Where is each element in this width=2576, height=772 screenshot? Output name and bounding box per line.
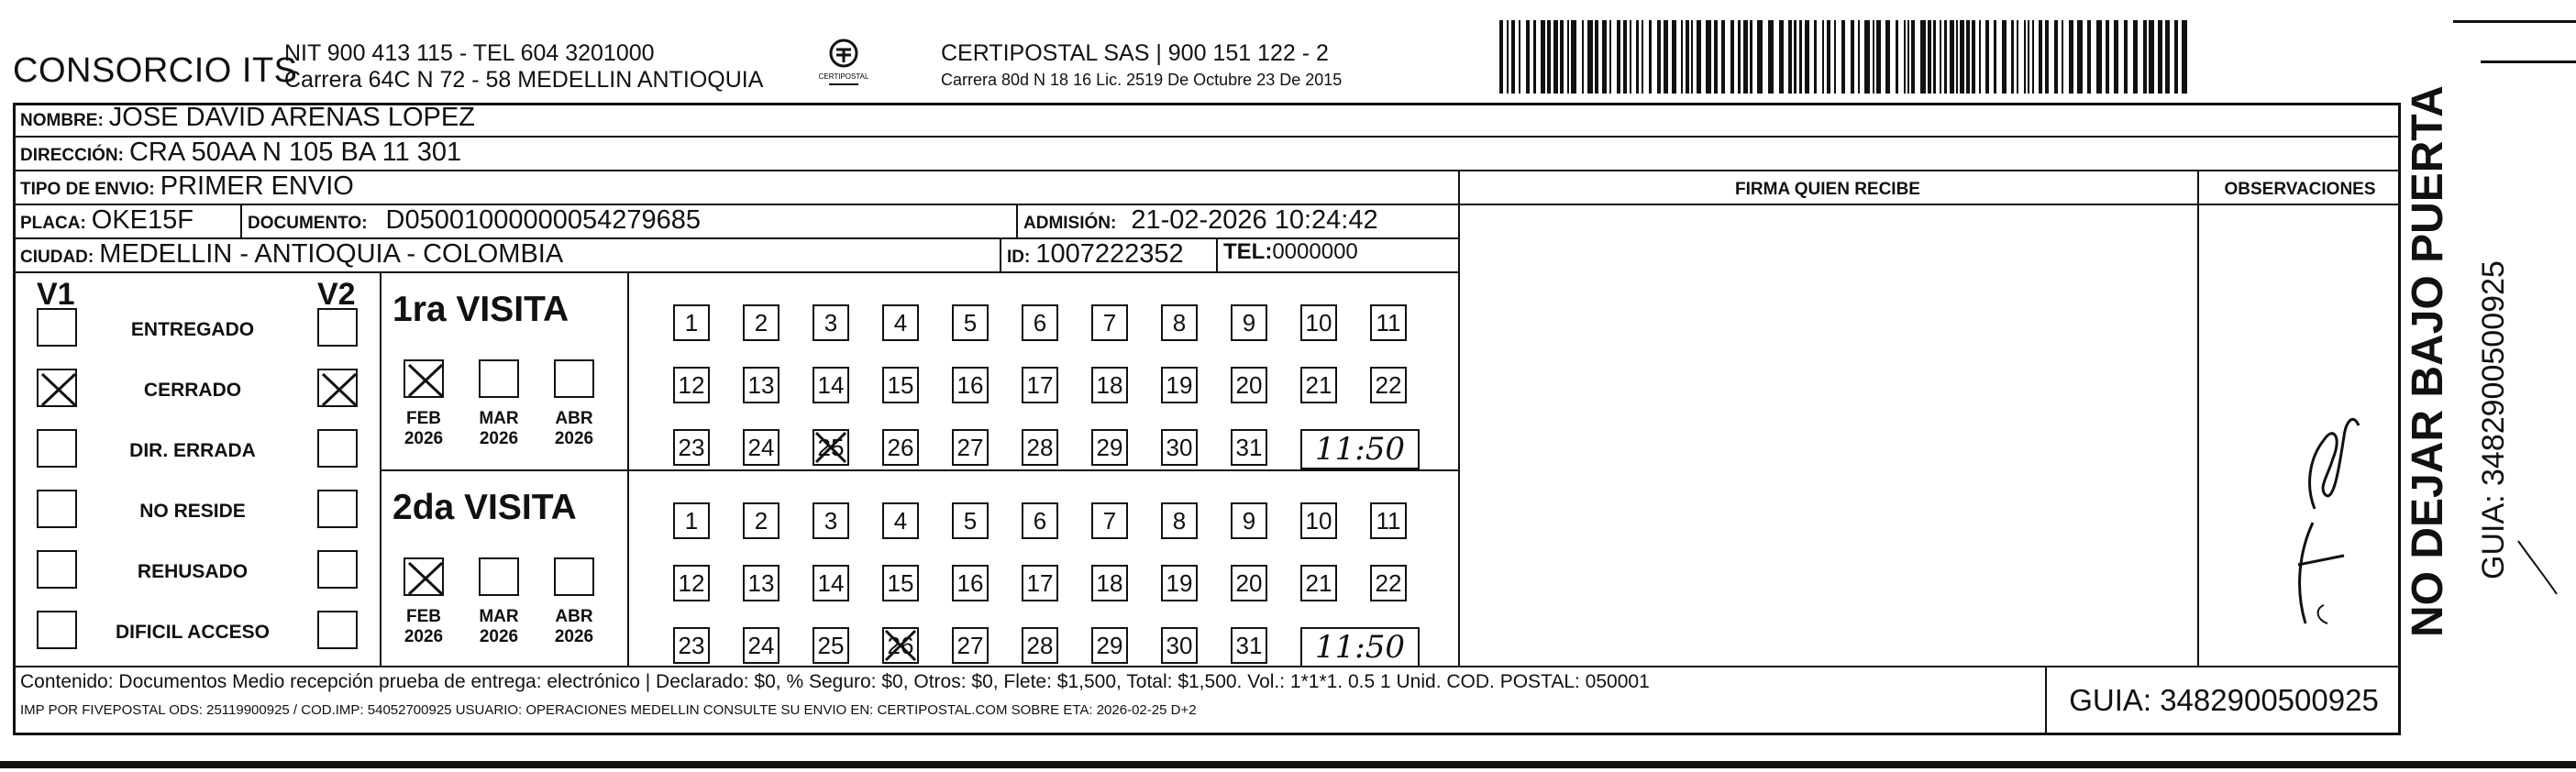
rule-footer xyxy=(13,666,2401,667)
id-value: 1007222352 xyxy=(1035,239,1184,269)
day-cell[interactable]: 5 xyxy=(952,304,989,341)
ciudad-value: MEDELLIN - ANTIOQUIA - COLOMBIA xyxy=(99,239,564,269)
month-name: FEB xyxy=(406,409,441,428)
day-cell[interactable]: 3 xyxy=(813,502,849,539)
rule-ciudad xyxy=(13,271,1458,273)
divider-months xyxy=(627,271,629,666)
day-cell[interactable]: 1 xyxy=(673,304,710,341)
day-cell[interactable]: 26 xyxy=(882,429,919,466)
admision-value: 21-02-2026 10:24:42 xyxy=(1131,205,1378,235)
day-cell[interactable]: 30 xyxy=(1161,429,1198,466)
day-cell[interactable]: 20 xyxy=(1231,367,1267,403)
visit-time: 11:50 xyxy=(1300,429,1420,469)
month-year: 2026 xyxy=(479,627,519,646)
day-cell[interactable]: 17 xyxy=(1022,565,1058,601)
month-year: 2026 xyxy=(404,429,444,448)
v2-checkbox[interactable] xyxy=(317,611,358,649)
v1-check-mark xyxy=(39,370,79,409)
status-label: REHUSADO xyxy=(137,561,249,582)
month-label xyxy=(396,607,451,647)
visit-time: 11:50 xyxy=(1300,627,1420,667)
month-check-mark xyxy=(405,559,446,598)
day-cell[interactable]: 30 xyxy=(1161,627,1198,664)
day-cell[interactable]: 15 xyxy=(882,565,919,601)
day-cell[interactable]: 18 xyxy=(1091,367,1128,403)
direccion-value: CRA 50AA N 105 BA 11 301 xyxy=(128,138,462,167)
day-cell[interactable]: 19 xyxy=(1161,367,1198,403)
day-cell[interactable]: 27 xyxy=(952,429,989,466)
ciudad-label: CIUDAD: xyxy=(20,248,94,267)
day-cell[interactable]: 22 xyxy=(1370,565,1407,601)
v1-checkbox[interactable] xyxy=(37,369,77,407)
v2-check-mark xyxy=(319,370,359,409)
month-checkbox[interactable] xyxy=(479,359,519,398)
day-cell[interactable]: 3 xyxy=(813,304,849,341)
v2-checkbox[interactable] xyxy=(317,369,358,407)
day-cell[interactable]: 8 xyxy=(1161,304,1198,341)
row-ciudad xyxy=(20,239,563,270)
day-cell[interactable]: 18 xyxy=(1091,565,1128,601)
bottom-edge xyxy=(0,761,2576,768)
documento-label: DOCUMENTO: xyxy=(248,214,368,233)
direccion-label: DIRECCIÓN: xyxy=(20,146,124,165)
placa-value: OKE15F xyxy=(91,205,193,235)
month-label xyxy=(396,409,451,449)
month-check-mark xyxy=(405,361,446,400)
month-name: FEB xyxy=(406,607,441,626)
day-cell[interactable]: 2 xyxy=(743,502,779,539)
day-cell[interactable]: 23 xyxy=(673,429,710,466)
month-year: 2026 xyxy=(404,627,444,646)
cert-line: CERTIPOSTAL SAS | 900 151 122 - 2 xyxy=(941,40,1329,66)
pen-stroke xyxy=(2513,532,2568,605)
month-checkbox[interactable] xyxy=(554,359,594,398)
month-label xyxy=(547,409,602,449)
day-cell[interactable]: 24 xyxy=(743,429,779,466)
month-checkbox[interactable] xyxy=(404,359,444,398)
day-cell[interactable]: 26 xyxy=(882,627,919,664)
day-cell[interactable]: 4 xyxy=(882,502,919,539)
visit-title: 2da VISITA xyxy=(392,488,577,527)
month-label xyxy=(547,607,602,647)
signature-scribble xyxy=(2206,348,2390,642)
row-nombre xyxy=(20,103,475,133)
day-cell[interactable]: 22 xyxy=(1370,367,1407,403)
month-name: ABR xyxy=(555,409,593,428)
tipo-label: TIPO DE ENVIO: xyxy=(20,180,155,199)
row-documento xyxy=(248,205,701,236)
v1-checkbox[interactable] xyxy=(37,490,77,528)
certipostal-info xyxy=(941,40,1342,94)
day-cell[interactable]: 29 xyxy=(1091,429,1128,466)
certipostal-logo xyxy=(818,37,869,92)
impresion-line: IMP POR FIVEPOSTAL ODS: 25119900925 / COD.IMP: 54052700925 USUARIO: OPERACIONES MEDELLIN CONSULTE SU ENVIO EN: CERTIPOSTAL.COM SOBRE ETA: 2026-02-25 D+2 xyxy=(20,702,1197,718)
tel-value: 0000000 xyxy=(1272,239,1358,264)
row-placa xyxy=(20,205,193,236)
placa-label: PLACA: xyxy=(20,214,86,233)
tel-label: TEL: xyxy=(1223,239,1273,264)
divider-observaciones xyxy=(2197,170,2199,666)
day-cell[interactable]: 4 xyxy=(882,304,919,341)
v1-label: V1 xyxy=(37,277,75,312)
day-cell[interactable]: 16 xyxy=(952,565,989,601)
v2-checkbox[interactable] xyxy=(317,308,358,347)
no-dejar-bajo-puerta: NO DEJAR BAJO PUERTA xyxy=(2404,85,2452,637)
brand-name: CONSORCIO ITS xyxy=(13,51,298,90)
day-cell[interactable]: 19 xyxy=(1161,565,1198,601)
day-cell[interactable]: 16 xyxy=(952,367,989,403)
divider-admision xyxy=(1016,204,1018,237)
firma-header: FIRMA QUIEN RECIBE xyxy=(1735,180,1920,199)
day-cell[interactable]: 28 xyxy=(1022,429,1058,466)
barcode xyxy=(1499,20,2187,94)
v2-label: V2 xyxy=(317,277,356,312)
day-cell[interactable]: 10 xyxy=(1300,502,1337,539)
month-label xyxy=(471,607,526,647)
day-cell[interactable]: 9 xyxy=(1231,502,1267,539)
observaciones-header: OBSERVACIONES xyxy=(2224,180,2376,199)
divider-tel xyxy=(1216,237,1218,271)
contenido-line: Contenido: Documentos Medio recepción prueba de entrega: electrónico | Declarado: $0, % Seguro: $0, Otros: $0, Flete: $1,500, Total: $1,500. Vol.: 1*1*1. 0.5 1 Unid. COD. POSTAL: 050001 xyxy=(20,671,1650,692)
day-cell[interactable]: 1 xyxy=(673,502,710,539)
divider-status xyxy=(380,271,381,666)
v2-checkbox[interactable] xyxy=(317,550,358,589)
cert-address: Carrera 80d N 18 16 Lic. 2519 De Octubre 23 De 2015 xyxy=(941,71,1343,89)
logo-caption: CERTIPOSTAL xyxy=(818,72,869,81)
day-cell[interactable]: 28 xyxy=(1022,627,1058,664)
day-cell[interactable]: 15 xyxy=(882,367,919,403)
v2-checkbox[interactable] xyxy=(317,490,358,528)
visit-title: 1ra VISITA xyxy=(392,290,569,329)
day-cell[interactable]: 27 xyxy=(952,627,989,664)
day-cell[interactable]: 11 xyxy=(1370,502,1407,539)
row-tipo xyxy=(20,171,354,202)
admision-label: ADMISIÓN: xyxy=(1023,214,1117,233)
company-info xyxy=(284,40,763,94)
v1-checkbox[interactable] xyxy=(37,429,77,468)
day-cell[interactable]: 7 xyxy=(1091,502,1128,539)
nit-line: NIT 900 413 115 - TEL 604 3201000 xyxy=(284,40,655,66)
day-cell[interactable]: 11 xyxy=(1370,304,1407,341)
nombre-label: NOMBRE: xyxy=(20,111,104,130)
day-cell[interactable]: 25 xyxy=(813,429,849,466)
status-label: DIFICIL ACCESO xyxy=(115,622,270,643)
day-cell[interactable]: 12 xyxy=(673,367,710,403)
divider-id xyxy=(1000,237,1001,271)
guia-number: GUIA: 3482900500925 xyxy=(2045,666,2401,735)
top-rule xyxy=(2453,20,2576,23)
day-cell[interactable]: 23 xyxy=(673,627,710,664)
rule-direccion xyxy=(13,170,2401,171)
status-label: CERRADO xyxy=(143,380,242,401)
day-cell[interactable]: 17 xyxy=(1022,367,1058,403)
day-cell[interactable]: 7 xyxy=(1091,304,1128,341)
month-year: 2026 xyxy=(479,429,519,448)
row-admision xyxy=(1023,205,1378,236)
rule-days-split xyxy=(627,469,1458,471)
day-cell[interactable]: 25 xyxy=(813,627,849,664)
divider-placa xyxy=(240,204,242,237)
barcode-bars xyxy=(1499,20,2187,94)
day-cell[interactable]: 29 xyxy=(1091,627,1128,664)
documento-value: D05001000000054279685 xyxy=(385,205,702,235)
day-cell[interactable]: 13 xyxy=(743,367,779,403)
status-label: ENTREGADO xyxy=(130,319,255,340)
day-cell[interactable]: 20 xyxy=(1231,565,1267,601)
divider-signature xyxy=(1458,170,1460,666)
id-label: ID: xyxy=(1007,248,1031,267)
day-cell[interactable]: 12 xyxy=(673,565,710,601)
day-cell[interactable]: 14 xyxy=(813,367,849,403)
day-cell[interactable]: 31 xyxy=(1231,429,1267,466)
day-cell[interactable]: 8 xyxy=(1161,502,1198,539)
month-year: 2026 xyxy=(554,429,594,448)
day-cell[interactable]: 21 xyxy=(1300,367,1337,403)
day-cell[interactable]: 10 xyxy=(1300,304,1337,341)
day-cell[interactable]: 6 xyxy=(1022,304,1058,341)
day-cell[interactable]: 9 xyxy=(1231,304,1267,341)
row-tel xyxy=(1223,239,1358,265)
side-guia: GUIA: 3482900500925 xyxy=(2476,260,2511,579)
day-cell[interactable]: 24 xyxy=(743,627,779,664)
rule-header-right xyxy=(1458,204,2401,205)
row-id xyxy=(1007,239,1184,270)
status-label: NO RESIDE xyxy=(139,501,246,522)
row-direccion xyxy=(20,138,461,168)
day-cell[interactable]: 14 xyxy=(813,565,849,601)
day-cell[interactable]: 2 xyxy=(743,304,779,341)
day-cell[interactable]: 6 xyxy=(1022,502,1058,539)
nombre-value: JOSE DAVID ARENAS LOPEZ xyxy=(108,103,475,132)
top-rule-short xyxy=(2481,61,2576,63)
v1-checkbox[interactable] xyxy=(37,611,77,649)
v2-checkbox[interactable] xyxy=(317,429,358,468)
tipo-value: PRIMER ENVIO xyxy=(160,171,354,201)
month-label xyxy=(471,409,526,449)
day-cell[interactable]: 31 xyxy=(1231,627,1267,664)
v1-checkbox[interactable] xyxy=(37,550,77,589)
month-checkbox[interactable] xyxy=(479,557,519,596)
day-cell[interactable]: 21 xyxy=(1300,565,1337,601)
v1-checkbox[interactable] xyxy=(37,308,77,347)
day-cell[interactable]: 5 xyxy=(952,502,989,539)
month-name: MAR xyxy=(479,409,519,428)
month-name: ABR xyxy=(555,607,593,626)
month-checkbox[interactable] xyxy=(554,557,594,596)
day-cell[interactable]: 13 xyxy=(743,565,779,601)
month-checkbox[interactable] xyxy=(404,557,444,596)
month-name: MAR xyxy=(479,607,519,626)
month-year: 2026 xyxy=(554,627,594,646)
status-label: DIR. ERRADA xyxy=(129,440,256,461)
address-line: Carrera 64C N 72 - 58 MEDELLIN ANTIOQUIA xyxy=(284,67,764,93)
